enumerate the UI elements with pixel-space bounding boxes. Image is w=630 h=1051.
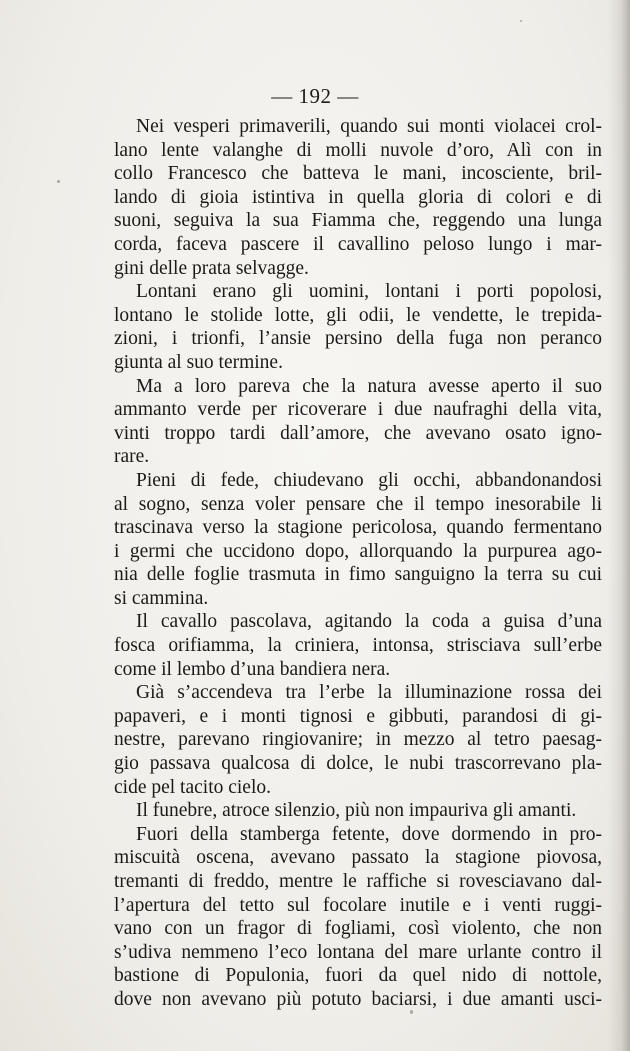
text-line: Fuori della stamberga fetente, dove dormendo in pro- [136, 823, 602, 845]
paper-speck [57, 180, 60, 183]
text-line: collo Francesco che batteva le mani, incosciente, bril- [114, 163, 602, 185]
text-line: gio passava qualcosa di dolce, le nubi trascorrevano pla- [114, 753, 602, 775]
text-line: bastione di Populonia, fuori da quel nido di nottole, [114, 965, 602, 987]
text-line: rare. [114, 446, 150, 468]
text-line: miscuità oscena, avevano passato la stagione piovosa, [114, 847, 602, 869]
text-line: lontano le stolide lotte, gli odii, le vendette, le trepida- [114, 304, 602, 326]
text-line: si cammina. [114, 587, 209, 609]
text-line: i germi che uccidono dopo, allorquando la purpurea ago- [114, 540, 602, 562]
text-line: l’apertura del tetto sul focolare inutile e i venti ruggi- [114, 894, 602, 916]
text-line: ammanto verde per ricoverare i due naufraghi della vita, [114, 399, 602, 421]
text-line: papaveri, e i monti tignosi e gibbuti, parandosi di gi- [114, 705, 602, 727]
text-line: suoni, seguiva la sua Fiamma che, reggendo una lunga [114, 210, 602, 232]
text-line: lando di gioia istintiva in quella gloria di colori e di [114, 186, 602, 208]
text-line: Pieni di fede, chiudevano gli occhi, abbandonandosi [136, 469, 602, 491]
text-line: Già s’accendeva tra l’erbe la illuminazione rossa dei [136, 682, 602, 704]
text-line: s’udiva nemmeno l’eco lontana del mare urlante contro il [114, 941, 602, 963]
text-line: vano con un fragor di fogliami, così violento, che non [114, 918, 602, 940]
text-line: giunta al suo termine. [114, 351, 283, 373]
page-edge-shadow [608, 0, 630, 1051]
text-line: Il funebre, atroce silenzio, più non impauriva gli amanti. [136, 800, 577, 822]
paper-speck [410, 1010, 413, 1014]
text-line: vinti troppo tardi dall’amore, che avevano osato igno- [114, 422, 602, 444]
text-line: Ma a loro pareva che la natura avesse aperto il suo [136, 375, 602, 397]
paper-speck [348, 735, 350, 737]
text-line: al sogno, senza voler pensare che il tempo inesorabile li [114, 493, 602, 515]
body-text [114, 115, 602, 1012]
text-line: Lontani erano gli uomini, lontani i porti popolosi, [136, 281, 602, 303]
text-line: come il lembo d’una bandiera nera. [114, 658, 391, 680]
page-number: — 192 — [271, 84, 359, 108]
text-line: fosca orifiamma, la criniera, intonsa, strisciava sull’erbe [114, 635, 602, 657]
text-line: trascinava verso la stagione pericolosa, quando fermentano [114, 517, 602, 539]
text-line: nia delle foglie trasmuta in fimo sanguigno la terra su cui [114, 564, 602, 586]
text-line: lano lente valanghe di molli nuvole d’oro, Alì con in [114, 139, 602, 161]
text-line: gini delle prata selvagge. [114, 257, 309, 279]
paper-speck [520, 20, 522, 22]
text-line: tremanti di freddo, mentre le raffiche si rovesciavano dal- [114, 871, 602, 892]
text-line: nestre, parevano ringiovanire; in mezzo al tetro paesag- [114, 729, 602, 751]
text-line: Il cavallo pascolava, agitando la coda a guisa d’una [136, 611, 602, 633]
text-line: Nei vesperi primaverili, quando sui monti violacei crol- [136, 116, 602, 137]
text-line: dove non avevano più potuto baciarsi, i due amanti usci- [114, 988, 602, 1010]
text-line: corda, faceva pascere il cavallino peloso lungo i mar- [114, 233, 602, 255]
text-line: zioni, i trionfi, l’ansie persino della fuga non peranco [114, 328, 602, 350]
text-line: cide pel tacito cielo. [114, 776, 272, 798]
